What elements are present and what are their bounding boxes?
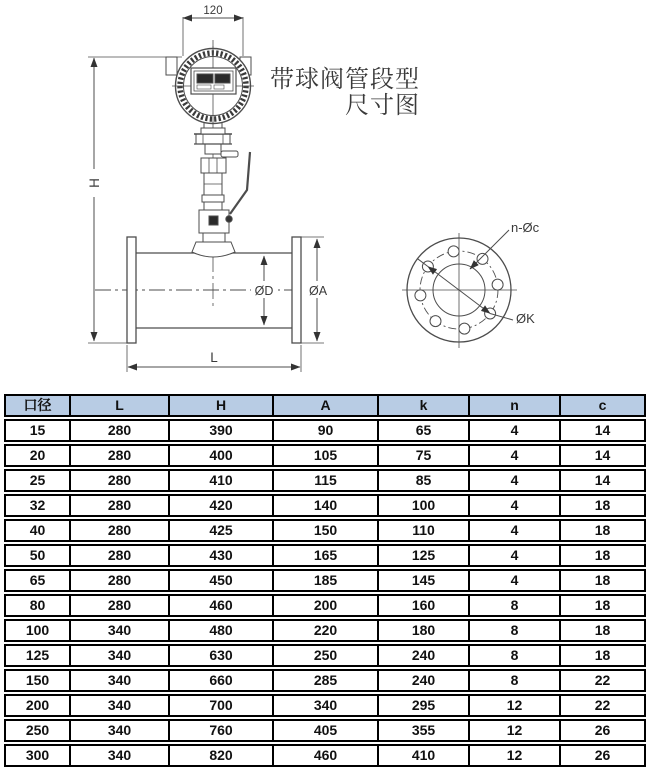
bolted-flange <box>196 134 230 144</box>
table-cell: 420 <box>169 494 273 517</box>
dim-L-label: L <box>210 350 218 365</box>
table-cell: 4 <box>469 519 560 542</box>
table-row <box>4 469 646 492</box>
table-cell: 285 <box>273 669 378 692</box>
table-cell: 425 <box>169 519 273 542</box>
table-cell: 390 <box>169 419 273 442</box>
table-cell: 150 <box>273 519 378 542</box>
table-cell: 125 <box>378 544 469 567</box>
table-cell: 90 <box>273 419 378 442</box>
table-cell: 760 <box>169 719 273 742</box>
table-cell: 280 <box>70 469 169 492</box>
table-cell: 12 <box>469 694 560 717</box>
table-cell: 8 <box>469 594 560 617</box>
col-header-diameter: 口径 <box>4 394 70 417</box>
valve-handle <box>230 152 250 214</box>
table-cell: 145 <box>378 569 469 592</box>
table-cell: 15 <box>4 419 70 442</box>
table-cell: 280 <box>70 519 169 542</box>
table-cell: 26 <box>560 719 646 742</box>
table-row <box>4 719 646 742</box>
table-cell: 22 <box>560 694 646 717</box>
table-cell: 340 <box>70 719 169 742</box>
dim-H-label: H <box>87 178 102 188</box>
spec-table-body <box>4 419 646 767</box>
table-cell: 32 <box>4 494 70 517</box>
table-cell: 660 <box>169 669 273 692</box>
table-cell: 280 <box>70 494 169 517</box>
table-row <box>4 494 646 517</box>
spec-table <box>4 392 646 769</box>
table-cell: 22 <box>560 669 646 692</box>
table-header-row <box>4 394 646 417</box>
table-row <box>4 419 646 442</box>
table-cell: 18 <box>560 594 646 617</box>
table-row <box>4 569 646 592</box>
table-cell: 75 <box>378 444 469 467</box>
table-cell: 4 <box>469 419 560 442</box>
table-cell: 40 <box>4 519 70 542</box>
table-row <box>4 519 646 542</box>
table-cell: 8 <box>469 669 560 692</box>
table-cell: 300 <box>4 744 70 767</box>
table-cell: 480 <box>169 619 273 642</box>
table-cell: 340 <box>70 669 169 692</box>
table-cell: 185 <box>273 569 378 592</box>
table-cell: 18 <box>560 494 646 517</box>
table-cell: 8 <box>469 619 560 642</box>
table-cell: 14 <box>560 419 646 442</box>
table-cell: 150 <box>4 669 70 692</box>
flange-face-view <box>402 230 517 348</box>
table-row <box>4 444 646 467</box>
table-cell: 4 <box>469 444 560 467</box>
table-cell: 65 <box>378 419 469 442</box>
display-cell-left <box>197 74 213 83</box>
table-cell: 630 <box>169 644 273 667</box>
table-cell: 80 <box>4 594 70 617</box>
table-cell: 110 <box>378 519 469 542</box>
pipe-flange-right <box>292 237 301 343</box>
col-header-H: H <box>169 394 273 417</box>
transmitter-head <box>166 46 254 128</box>
table-cell: 250 <box>4 719 70 742</box>
table-cell: 105 <box>273 444 378 467</box>
table-cell: 355 <box>378 719 469 742</box>
table-cell: 115 <box>273 469 378 492</box>
drawing-title-line2: 尺寸图 <box>345 92 420 119</box>
table-cell: 280 <box>70 569 169 592</box>
table-cell: 14 <box>560 469 646 492</box>
drawing-title-line1: 带球阀管段型 <box>270 66 420 93</box>
table-cell: 220 <box>273 619 378 642</box>
table-row <box>4 594 646 617</box>
table-cell: 400 <box>169 444 273 467</box>
table-cell: 280 <box>70 444 169 467</box>
table-cell: 8 <box>469 644 560 667</box>
table-cell: 85 <box>378 469 469 492</box>
table-cell: 4 <box>469 569 560 592</box>
table-cell: 12 <box>469 719 560 742</box>
table-cell: 200 <box>273 594 378 617</box>
table-cell: 460 <box>169 594 273 617</box>
table-cell: 20 <box>4 444 70 467</box>
dim-OA-label: ØA <box>308 284 328 298</box>
valve-handle-pivot <box>226 216 232 222</box>
table-cell: 430 <box>169 544 273 567</box>
table-cell: 125 <box>4 644 70 667</box>
head-lug-left <box>166 57 177 75</box>
meter-stack <box>194 122 250 242</box>
table-cell: 280 <box>70 594 169 617</box>
pipe-flange-left <box>127 237 136 343</box>
table-cell: 450 <box>169 569 273 592</box>
table-cell: 340 <box>273 694 378 717</box>
table-cell: 200 <box>4 694 70 717</box>
table-cell: 100 <box>4 619 70 642</box>
table-cell: 405 <box>273 719 378 742</box>
table-cell: 280 <box>70 544 169 567</box>
table-cell: 700 <box>169 694 273 717</box>
table-cell: 65 <box>4 569 70 592</box>
dim-OD-label: ØD <box>254 284 274 298</box>
hex-union <box>201 158 226 173</box>
table-cell: 4 <box>469 469 560 492</box>
table-row <box>4 694 646 717</box>
vent-pin <box>221 151 238 157</box>
table-cell: 180 <box>378 619 469 642</box>
table-cell: 250 <box>273 644 378 667</box>
table-row <box>4 644 646 667</box>
table-cell: 26 <box>560 744 646 767</box>
table-cell: 340 <box>70 644 169 667</box>
bolt-circle-label: ØK <box>516 311 535 326</box>
table-cell: 14 <box>560 444 646 467</box>
table-cell: 295 <box>378 694 469 717</box>
table-cell: 18 <box>560 569 646 592</box>
table-cell: 4 <box>469 494 560 517</box>
bolt-hole-label: n-Øc <box>511 220 540 235</box>
table-cell: 18 <box>560 519 646 542</box>
table-cell: 12 <box>469 744 560 767</box>
table-row <box>4 669 646 692</box>
dim-120-label: 120 <box>203 5 223 17</box>
table-cell: 340 <box>70 744 169 767</box>
col-header-c: c <box>560 394 646 417</box>
table-cell: 25 <box>4 469 70 492</box>
table-cell: 160 <box>378 594 469 617</box>
table-cell: 100 <box>378 494 469 517</box>
col-header-A: A <box>273 394 378 417</box>
table-cell: 165 <box>273 544 378 567</box>
col-header-L: L <box>70 394 169 417</box>
table-cell: 18 <box>560 544 646 567</box>
meter-saddle <box>192 242 235 257</box>
table-cell: 460 <box>273 744 378 767</box>
table-row <box>4 744 646 767</box>
table-cell: 18 <box>560 644 646 667</box>
table-cell: 4 <box>469 544 560 567</box>
col-header-n: n <box>469 394 560 417</box>
table-cell: 280 <box>70 419 169 442</box>
table-cell: 410 <box>378 744 469 767</box>
table-cell: 240 <box>378 644 469 667</box>
table-cell: 820 <box>169 744 273 767</box>
display-cell-right <box>215 74 230 83</box>
col-header-k: k <box>378 394 469 417</box>
table-cell: 50 <box>4 544 70 567</box>
table-row <box>4 544 646 567</box>
table-cell: 340 <box>70 694 169 717</box>
table-cell: 410 <box>169 469 273 492</box>
table-cell: 340 <box>70 619 169 642</box>
table-cell: 140 <box>273 494 378 517</box>
table-cell: 18 <box>560 619 646 642</box>
table-cell: 240 <box>378 669 469 692</box>
table-row <box>4 619 646 642</box>
